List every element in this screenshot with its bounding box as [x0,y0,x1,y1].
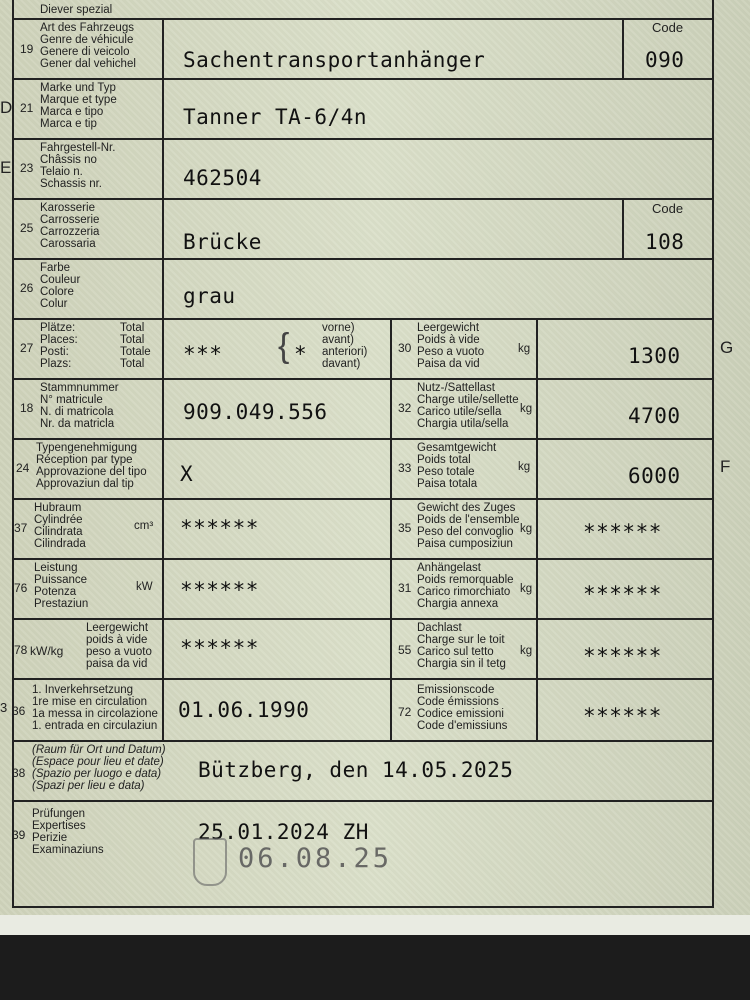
field-32-unit: kg [520,403,533,415]
power-value: ****** [180,578,259,602]
top-label: Diever spezial [40,4,113,16]
displacement-value: ****** [180,516,259,540]
field-31-number: 31 [398,581,412,595]
field-78-number: 78 [14,643,28,657]
field-27-label-total: Total Total Totale Total [120,322,151,370]
field-19-label: Art des Fahrzeugs Genre de véhicule Genere di veicolo Gener dal vehichel [40,22,136,70]
field-76-label: Leistung Puissance Potenza Prestaziun [34,562,89,610]
canton-seal-stamp [193,838,227,886]
field-27-label-front: vorne) avant) anteriori) davant) [322,322,368,370]
place-date-value: Bützberg, den 14.05.2025 [198,758,514,782]
payload-value: 4700 [628,404,681,428]
first-registration-value: 01.06.1990 [178,698,310,722]
field-24-number: 24 [16,461,30,475]
roof-load-value: ****** [583,644,662,668]
color-value: grau [183,284,236,308]
field-78-prefix: kW/kg [30,644,64,658]
side-letter-b: 3 [0,700,8,715]
field-30-number: 30 [398,341,412,355]
field-35-label: Gewicht des Zuges Poids de l'ensemble Peso del convoglio Paisa cumposiziun [417,502,520,550]
towing-load-value: ****** [583,582,662,606]
field-27-label: Plätze: Places: Posti: Plazs: [40,322,78,370]
type-approval-value: X [180,462,194,486]
side-letter-f: F [720,457,731,476]
make-model-value: Tanner TA-6/4n [183,105,368,129]
seats-total-value: *** [183,342,223,366]
field-33-number: 33 [398,461,412,475]
inspection-stamp-date: 06.08.25 [238,843,393,874]
field-55-unit: kg [520,645,533,657]
inspection-date-value: 25.01.2024 ZH [198,820,369,844]
field-31-unit: kg [520,583,533,595]
field-26-number: 26 [20,281,34,295]
field-55-label: Dachlast Charge sur le toit Carico sul tetto Chargia sin il tetg [417,622,506,670]
field-18-label: Stammnummer N° matricule N. di matricola Nr. da matricla [40,382,119,430]
field-39-label: Prüfungen Expertises Perizie Examinaziuns [32,808,104,856]
side-letter-e: E [0,158,12,177]
side-letter-d: D [0,98,13,117]
field-27-number: 27 [20,341,34,355]
field-38-number: 38 [12,766,26,780]
field-24-label: Typengenehmigung Réception par type Approvazione del tipo Approvaziun dal tip [36,442,147,490]
bottom-strip [0,915,750,935]
field-38-label: (Raum für Ort und Datum) (Espace pour lieu et date) (Spazio per luogo e data) (Spazi per lieu e data) [32,744,166,792]
emission-code-value: ****** [583,704,662,728]
field-26-label: Farbe Couleur Colore Colur [40,262,81,310]
field-30-label: Leergewicht Poids à vide Peso a vuoto Paisa da vid [417,322,485,370]
field-72-label: Emissionscode Code émissions Codice emissioni Code d'emissiuns [417,684,508,732]
field-32-label: Nutz-/Sattellast Charge utile/sellette Carico utile/sella Chargia utila/sella [417,382,519,430]
field-39-number: 39 [12,828,26,842]
master-number-value: 909.049.556 [183,400,328,424]
seats-front-value: * [294,342,308,366]
field-36-number: 36 [12,704,26,718]
field-76-number: 76 [14,581,28,595]
body-type-code: 108 [645,230,685,254]
field-33-label: Gesamtgewicht Poids total Peso totale Paisa totala [417,442,497,490]
body-type-value: Brücke [183,230,262,254]
gross-weight-value: 6000 [628,464,681,488]
field-23-number: 23 [20,161,34,175]
field-78-label: Leergewicht poids à vide peso a vuoto paisa da vid [86,622,152,670]
field-55-number: 55 [398,643,412,657]
field-30-unit: kg [518,343,531,355]
field-19-number: 19 [20,42,34,56]
field-33-unit: kg [518,461,531,473]
field-36-label: 1. Inverkehrsetzung 1re mise en circulation 1a messa in circolazione 1. entrada en circulaziun [32,684,158,732]
vehicle-type-code: 090 [645,48,685,72]
vehicle-type-value: Sachentransportanhänger [183,48,486,72]
field-25-label: Karosserie Carrosserie Carrozzeria Carossaria [40,202,100,250]
field-32-number: 32 [398,401,412,415]
field-31-label: Anhängelast Poids remorquable Carico rimorchiato Chargia annexa [417,562,514,610]
field-37-unit: cm³ [134,520,154,532]
field-18-number: 18 [20,401,34,415]
field-37-label: Hubraum Cylindrée Cilindrata Cilindrada [34,502,86,550]
field-21-number: 21 [20,101,34,115]
train-weight-value: ****** [583,520,662,544]
field-35-unit: kg [520,523,533,535]
field-37-number: 37 [14,521,28,535]
field-25-number: 25 [20,221,34,235]
field-19-code-label: Code [652,20,684,35]
field-76-unit: kW [136,581,153,593]
field-23-label: Fahrgestell-Nr. Châssis no Telaio n. Schassis nr. [40,142,116,190]
field-25-code-label: Code [652,201,684,216]
field-72-number: 72 [398,705,412,719]
field-21-label: Marke und Typ Marque et type Marca e tipo Marca e tip [40,82,117,130]
empty-weight-value: 1300 [628,344,681,368]
side-letter-g: G [720,338,734,357]
brace: { [278,327,290,365]
chassis-number-value: 462504 [183,166,262,190]
power-weight-ratio-value: ****** [180,636,259,660]
field-35-number: 35 [398,521,412,535]
